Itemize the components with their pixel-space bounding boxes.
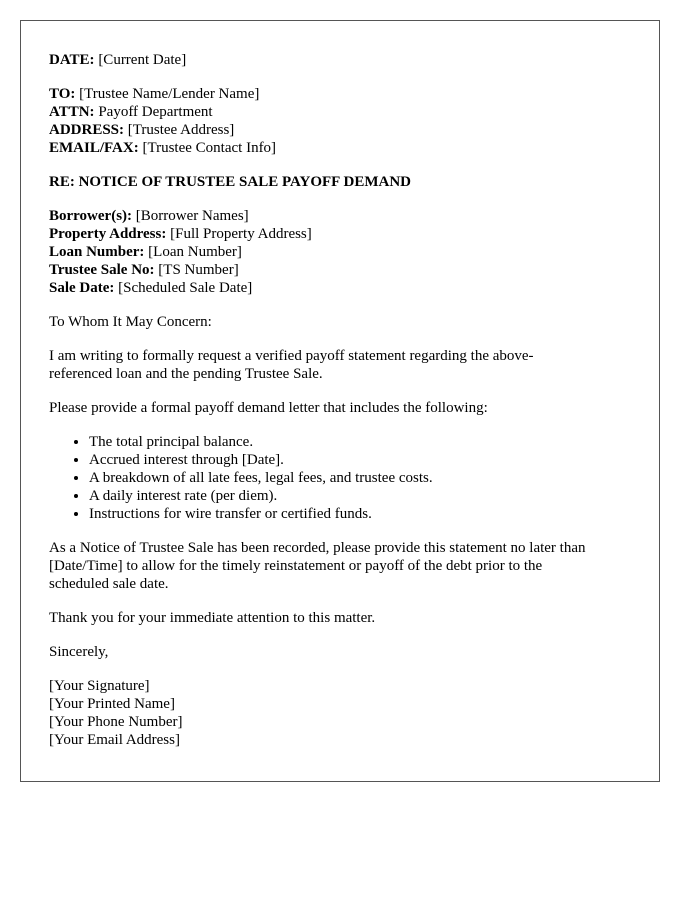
loan-number-label: Loan Number: (49, 244, 145, 260)
attn-line (49, 103, 631, 121)
date-value: [Current Date] (98, 52, 187, 68)
paragraph-deadline-line-1: As a Notice of Trustee Sale has been recorded, please provide this statement no later than (49, 540, 586, 556)
list-item: • Instructions for wire transfer or certified funds. (89, 505, 631, 523)
list-item: • A daily interest rate (per diem). (89, 487, 631, 505)
borrowers-value: [Borrower Names] (135, 208, 249, 224)
printed-name-placeholder: [Your Printed Name] (49, 696, 175, 712)
email-fax-value: [Trustee Contact Info] (142, 140, 277, 156)
trustee-sale-no-value: [TS Number] (158, 262, 239, 278)
address-value: [Trustee Address] (127, 122, 235, 138)
requirements-list (49, 433, 631, 523)
sale-date-label: Sale Date: (49, 280, 115, 296)
signature-placeholder: [Your Signature] (49, 678, 150, 694)
paragraph-request (49, 347, 631, 383)
email-placeholder: [Your Email Address] (49, 732, 180, 748)
recipient-block (49, 85, 631, 157)
email-fax-line (49, 139, 631, 157)
property-address-value: [Full Property Address] (170, 226, 312, 242)
paragraph-deadline-line-3: scheduled sale date. (49, 576, 169, 592)
subject-line: RE: NOTICE OF TRUSTEE SALE PAYOFF DEMAND (49, 174, 411, 190)
paragraph-deadline (49, 539, 631, 593)
attn-value: Payoff Department (98, 104, 213, 120)
to-line (49, 85, 631, 103)
paragraph-request-line-2: referenced loan and the pending Trustee Sale. (49, 366, 323, 382)
trustee-sale-no-line (49, 261, 631, 279)
borrowers-label: Borrower(s): (49, 208, 133, 224)
date-line (49, 51, 631, 69)
salutation: To Whom It May Concern: (49, 314, 212, 330)
to-label: TO: (49, 86, 76, 102)
property-address-label: Property Address: (49, 226, 167, 242)
email-fax-label: EMAIL/FAX: (49, 140, 139, 156)
list-item: • A breakdown of all late fees, legal fees, and trustee costs. (89, 469, 631, 487)
paragraph-thanks: Thank you for your immediate attention to this matter. (49, 610, 376, 626)
paragraph-deadline-line-2: [Date/Time] to allow for the timely reinstatement or payoff of the debt prior to the (49, 558, 543, 574)
loan-number-value: [Loan Number] (148, 244, 242, 260)
date-block (49, 51, 631, 69)
paragraph-request-line-1: I am writing to formally request a verified payoff statement regarding the above- (49, 348, 534, 364)
paragraph-includes: Please provide a formal payoff demand letter that includes the following: (49, 400, 488, 416)
date-label: DATE: (49, 52, 95, 68)
property-address-line (49, 225, 631, 243)
borrowers-line (49, 207, 631, 225)
attn-label: ATTN: (49, 104, 95, 120)
closing: Sincerely, (49, 644, 109, 660)
to-value: [Trustee Name/Lender Name] (79, 86, 260, 102)
loan-details-block (49, 207, 631, 297)
loan-number-line (49, 243, 631, 261)
list-item: • The total principal balance. (89, 433, 631, 451)
phone-placeholder: [Your Phone Number] (49, 714, 183, 730)
address-label: ADDRESS: (49, 122, 125, 138)
sale-date-line (49, 279, 631, 297)
trustee-sale-no-label: Trustee Sale No: (49, 262, 155, 278)
address-line (49, 121, 631, 139)
letter-document (20, 20, 660, 782)
list-item: • Accrued interest through [Date]. (89, 451, 631, 469)
signature-block (49, 677, 631, 749)
sale-date-value: [Scheduled Sale Date] (118, 280, 253, 296)
